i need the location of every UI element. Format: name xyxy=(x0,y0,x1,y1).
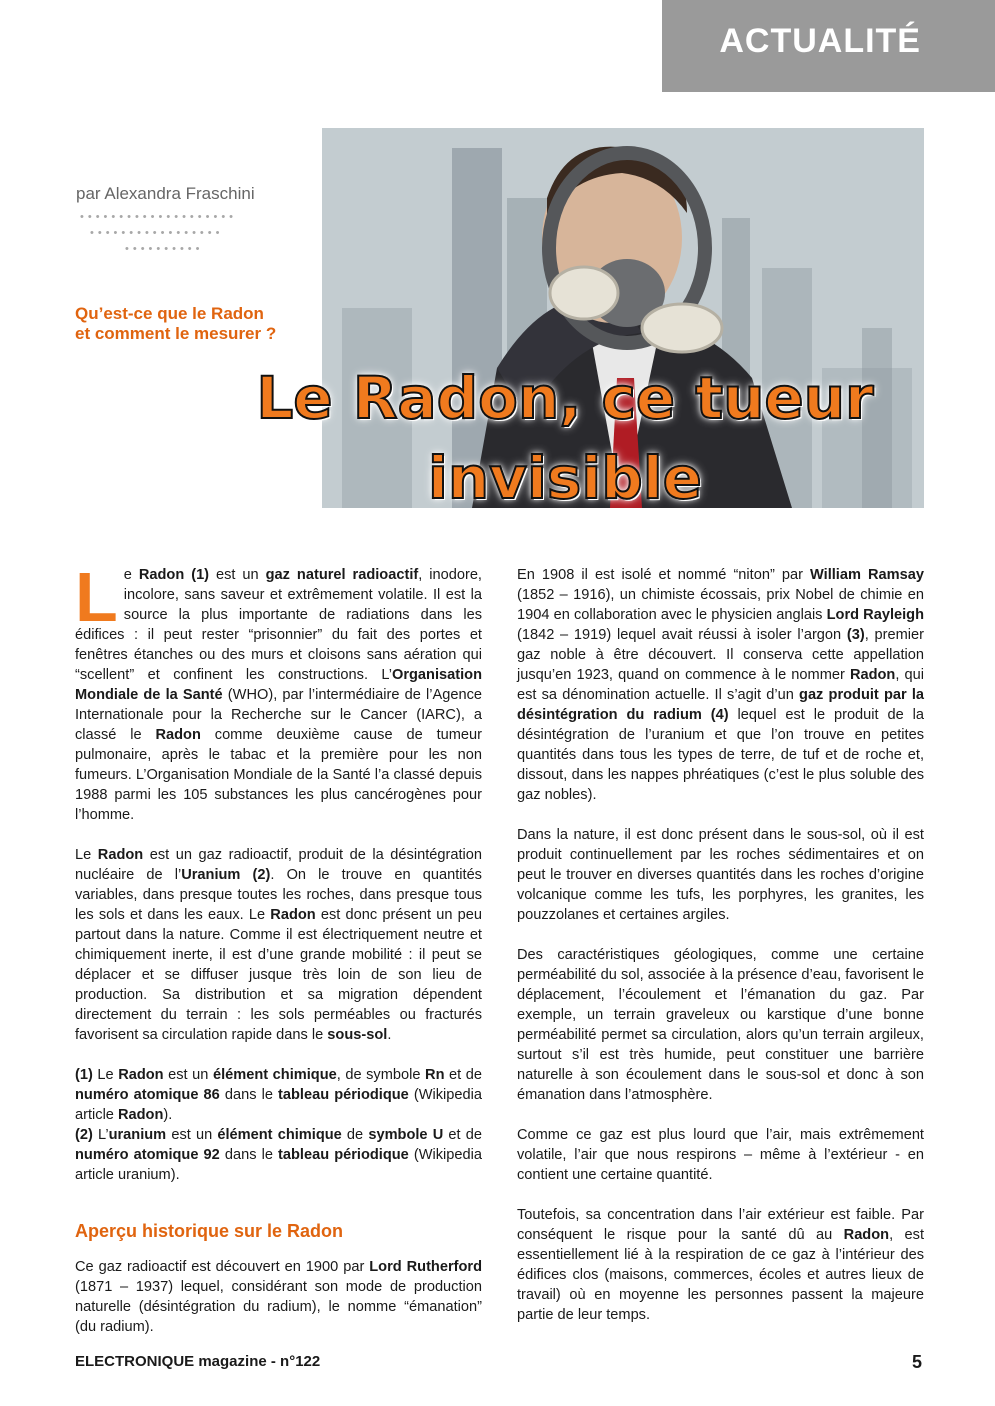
section-tab xyxy=(662,0,995,92)
paragraph: Toutefois, sa concentration dans l’air extérieur est faible. Par conséquent le risque pour la santé dû au Radon, est essentiellement lié à la respiration de ce gaz à l’intérieur des édifices clos (maisons, commerces, écoles et autres lieux de travail) où en moyenne les personnes passent la majeure partie de leur temps. xyxy=(517,1207,925,1323)
footnote-1: (1) Le Radon est un élément chimique, de symbole Rn et de numéro atomique 86 dans le tableau périodique (Wikipedia article Radon). xyxy=(75,1067,483,1123)
divider-dots: •••••••••• xyxy=(125,243,204,255)
paragraph: Dans la nature, il est donc présent dans le sous-sol, où il est produit continuellement par les roches sédimentaires et on peut le trouver en diverses quantités dans les roches d’origine volcanique comme les tufs, les porphyres, les granites, les pouzzolanes et certaines argiles. xyxy=(517,827,924,923)
right-column xyxy=(517,565,924,1345)
paragraph: Des caractéristiques géologiques, comme une certaine perméabilité du sol, associée à la présence d’eau, favorisent le déplacement, l’écoulement et l’émanation du gaz. Par exemple, un terrain graveleux ou karstique d’une bonne perméabilité permet sa circulation, alors qu’un terrain argileux, surtout s’il est très humide, peut constituer une barrière naturelle à son écoulement dans le sous-sol et donc à son émanation dans l’atmosphère. xyxy=(517,947,924,1103)
title-line-1: Le Radon, ce tueur xyxy=(256,364,874,432)
drop-cap: L xyxy=(75,558,118,636)
article-kicker: Qu’est-ce que le Radon et comment le mesurer ? xyxy=(75,304,277,343)
section-label: ACTUALITÉ xyxy=(719,22,921,60)
intro-paragraph: L e Radon (1) est un gaz naturel radioactif, inodore, incolore, sans saveur et extrêmement volatile. Il est la source la plus importante de radiations dans les édifices : il peut rester “prisonnier” du fait des portes et fenêtres étanches ou des murs et cloisons sans aération qui “scellent” et confinent les constructions. L’Organisation Mondiale de la Santé (WHO), par l’intermédiaire de l’Agence Internationale pour la Recherche sur le Cancer (IARC), a classé le Radon comme deuxième cause de tumeur pulmonaire, après le tabac et la première pour les non fumeurs. L’Organisation Mondiale de la Santé l’a classé depuis 1988 parmi les 105 substances les plus cancérogènes pour l’homme. xyxy=(75,558,483,823)
title-line-2: invisible xyxy=(428,444,702,512)
section-heading: Aperçu historique sur le Radon xyxy=(75,1221,344,1241)
article-title xyxy=(200,358,930,518)
page-number: 5 xyxy=(912,1352,923,1372)
paragraph: En 1908 il est isolé et nommé “niton” par William Ramsay (1852 – 1916), un chimiste écossais, prix Nobel de chimie en 1904 en collaboration avec le physicien anglais Lord Rayleigh (1842 – 1919) lequel avait réussi à isoler l’argon (3), premier gaz noble à être découvert. Il conserva cette appellation jusqu’en 1923, quand on commence à le nommer Radon, qui est sa dénomination actuelle. Il s’agit d’un gaz produit par la désintégration du radium (4) lequel est le produit de la désintégration de l’uranium et que l’on trouve en petites quantités dans tous les types de terre, de tuf et de roche et, dissout, dans les nappes phréatiques (c’est le plus soluble des gaz nobles). xyxy=(517,567,925,803)
footnote-2: (2) L’uranium est un élément chimique de symbole U et de numéro atomique 92 dans le tableau périodique (Wikipedia article uranium). xyxy=(75,1127,483,1183)
divider-dots: •••••••••••••••••••• xyxy=(80,211,238,223)
left-column xyxy=(75,558,483,1357)
magazine-footer: ELECTRONIQUE magazine - n°122 xyxy=(75,1353,321,1370)
author-byline: par Alexandra Fraschini xyxy=(76,184,255,203)
divider-dots: ••••••••••••••••• xyxy=(90,227,224,239)
paragraph: Le Radon est un gaz radioactif, produit de la désintégration nucléaire de l’Uranium (2). On le trouve en quantités variables, dans presque toutes les roches, dans presque tous les sols et dans les eaux. Le Radon est donc présent un peu partout dans la nature. Comme il est électriquement neutre et chimiquement inerte, il est d’une grande mobilité : il peut se déplacer et se diffuser jusque très loin de son lieu de production. Sa distribution et sa migration dépendent directement du terrain : les sols perméables ou fracturés favorisent sa circulation rapide dans le sous-sol. xyxy=(75,847,482,1043)
paragraph: Ce gaz radioactif est découvert en 1900 par Lord Rutherford (1871 – 1937) lequel, considérant son mode de production naturelle (désintégration du radium), le nomme “émanation” (du radium). xyxy=(75,1259,483,1335)
paragraph: Comme ce gaz est plus lourd que l’air, mais extrêmement volatile, l’air que nous respirons – même à l’extérieur - en contient une certaine quantité. xyxy=(517,1127,924,1183)
